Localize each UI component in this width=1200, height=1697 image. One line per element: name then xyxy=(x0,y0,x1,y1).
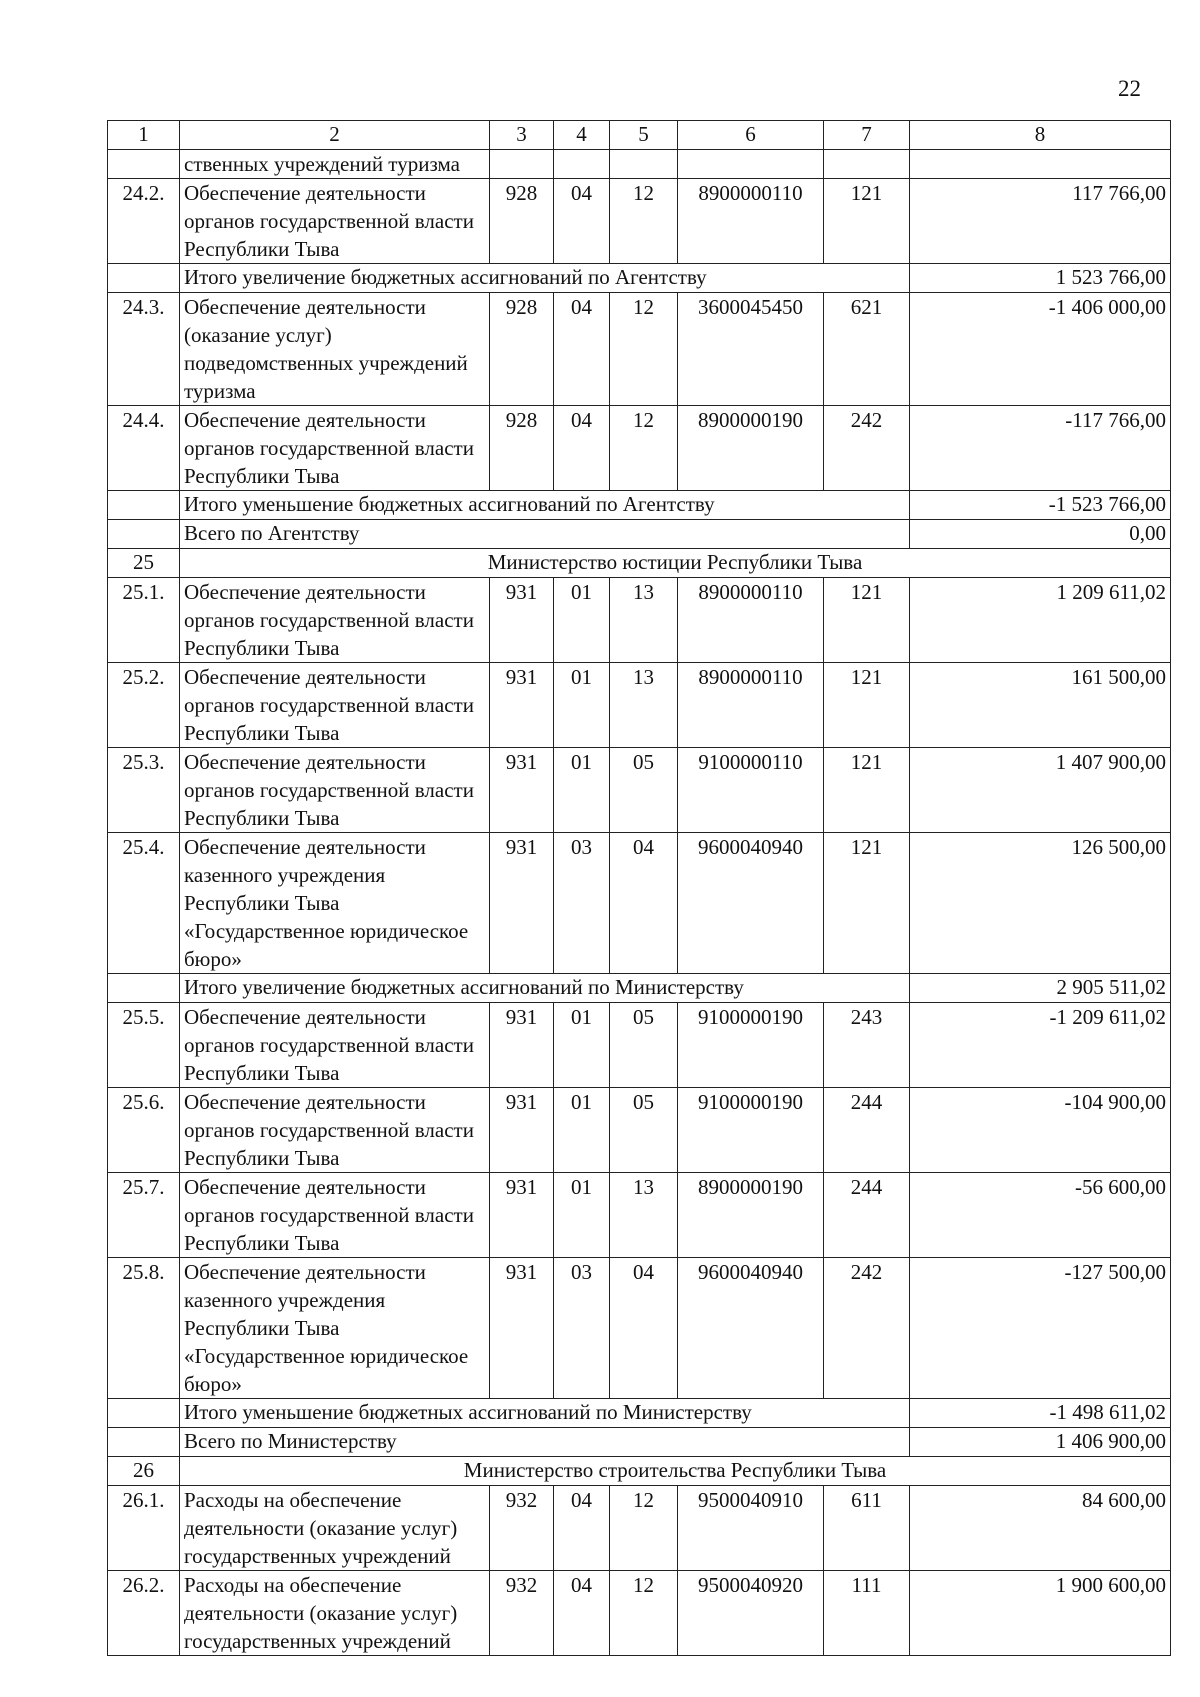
total-amount-cell: 1 523 766,00 xyxy=(910,264,1171,293)
table-row xyxy=(108,748,1171,833)
empty-number-cell xyxy=(108,974,180,1003)
expense-name-cell: Обеспечение деятельности органов государственной власти Республики Тыва xyxy=(180,179,490,264)
ministry-code-cell: 931 xyxy=(490,663,554,748)
subsection-code-cell: 12 xyxy=(610,179,678,264)
ministry-code-cell: 931 xyxy=(490,1088,554,1173)
row-number-cell: 24.3. xyxy=(108,293,180,406)
table-row xyxy=(108,150,1171,179)
subsection-code-cell: 05 xyxy=(610,1088,678,1173)
table-row xyxy=(108,1088,1171,1173)
total-label-cell: Итого уменьшение бюджетных ассигнований по Агентству xyxy=(180,491,910,520)
ministry-code-cell: 928 xyxy=(490,179,554,264)
subsection-code-cell: 13 xyxy=(610,1173,678,1258)
ministry-code-cell: 931 xyxy=(490,833,554,974)
total-row xyxy=(108,1428,1171,1457)
section-code-cell: 03 xyxy=(554,1258,610,1399)
target-article-cell: 9100000190 xyxy=(678,1088,824,1173)
amount-cell: 126 500,00 xyxy=(910,833,1171,974)
header-cell: 1 xyxy=(108,121,180,150)
amount-cell: 1 407 900,00 xyxy=(910,748,1171,833)
row-number-cell: 26.1. xyxy=(108,1486,180,1571)
total-row xyxy=(108,264,1171,293)
amount-cell: 161 500,00 xyxy=(910,663,1171,748)
expense-name-cell: Обеспечение деятельности казенного учреждения Республики Тыва «Государственное юридическое бюро» xyxy=(180,1258,490,1399)
expense-name-cell: Обеспечение деятельности органов государственной власти Республики Тыва xyxy=(180,578,490,663)
section-code-cell: 01 xyxy=(554,663,610,748)
amount-cell: -127 500,00 xyxy=(910,1258,1171,1399)
section-code-cell: 01 xyxy=(554,1088,610,1173)
table-row xyxy=(108,1571,1171,1656)
target-article-cell: 9600040940 xyxy=(678,1258,824,1399)
subsection-code-cell: 12 xyxy=(610,1571,678,1656)
total-row xyxy=(108,1399,1171,1428)
expense-name-cell: Обеспечение деятельности органов государственной власти Республики Тыва xyxy=(180,406,490,491)
total-label-cell: Всего по Министерству xyxy=(180,1428,910,1457)
expense-type-cell: 611 xyxy=(824,1486,910,1571)
target-article-cell: 8900000190 xyxy=(678,406,824,491)
row-number-cell: 25.2. xyxy=(108,663,180,748)
row-number-cell: 25.4. xyxy=(108,833,180,974)
ministry-code-cell: 932 xyxy=(490,1486,554,1571)
budget-allocation-table xyxy=(107,120,1171,1656)
subsection-code-cell: 13 xyxy=(610,663,678,748)
section-code-cell: 04 xyxy=(554,179,610,264)
row-number-cell: 25.1. xyxy=(108,578,180,663)
target-article-cell: 8900000110 xyxy=(678,663,824,748)
row-number-cell: 25.7. xyxy=(108,1173,180,1258)
section-code-cell: 04 xyxy=(554,1486,610,1571)
expense-name-cell: Обеспечение деятельности органов государственной власти Республики Тыва xyxy=(180,1003,490,1088)
total-label-cell: Итого увеличение бюджетных ассигнований по Агентству xyxy=(180,264,910,293)
ministry-code-cell xyxy=(490,150,554,179)
page-number: 22 xyxy=(1118,76,1141,101)
expense-name-cell: Обеспечение деятельности органов государственной власти Республики Тыва xyxy=(180,1173,490,1258)
total-amount-cell: 0,00 xyxy=(910,520,1171,549)
header-cell: 8 xyxy=(910,121,1171,150)
section-code-cell: 03 xyxy=(554,833,610,974)
section-row xyxy=(108,549,1171,578)
total-label-cell: Всего по Агентству xyxy=(180,520,910,549)
ministry-code-cell: 932 xyxy=(490,1571,554,1656)
total-label-cell: Итого уменьшение бюджетных ассигнований по Министерству xyxy=(180,1399,910,1428)
target-article-cell: 8900000110 xyxy=(678,578,824,663)
expense-type-cell: 121 xyxy=(824,179,910,264)
expense-name-cell: ственных учреждений туризма xyxy=(180,150,490,179)
expense-type-cell: 244 xyxy=(824,1088,910,1173)
target-article-cell: 9100000110 xyxy=(678,748,824,833)
table-header-row xyxy=(108,121,1171,150)
table-row xyxy=(108,1258,1171,1399)
section-code-cell: 01 xyxy=(554,578,610,663)
expense-type-cell: 121 xyxy=(824,748,910,833)
target-article-cell: 3600045450 xyxy=(678,293,824,406)
row-number-cell: 24.4. xyxy=(108,406,180,491)
header-cell: 5 xyxy=(610,121,678,150)
empty-number-cell xyxy=(108,520,180,549)
ministry-code-cell: 928 xyxy=(490,293,554,406)
ministry-code-cell: 931 xyxy=(490,748,554,833)
expense-type-cell: 242 xyxy=(824,406,910,491)
table-row xyxy=(108,663,1171,748)
ministry-code-cell: 931 xyxy=(490,578,554,663)
table-row xyxy=(108,1486,1171,1571)
row-number-cell xyxy=(108,150,180,179)
amount-cell: 1 209 611,02 xyxy=(910,578,1171,663)
expense-name-cell: Расходы на обеспечение деятельности (оказание услуг) государственных учреждений xyxy=(180,1486,490,1571)
table-row xyxy=(108,1173,1171,1258)
expense-name-cell: Обеспечение деятельности казенного учреждения Республики Тыва «Государственное юридическое бюро» xyxy=(180,833,490,974)
section-number-cell: 25 xyxy=(108,549,180,578)
ministry-code-cell: 931 xyxy=(490,1258,554,1399)
total-amount-cell: 2 905 511,02 xyxy=(910,974,1171,1003)
table-row xyxy=(108,578,1171,663)
amount-cell: 117 766,00 xyxy=(910,179,1171,264)
empty-number-cell xyxy=(108,491,180,520)
empty-number-cell xyxy=(108,264,180,293)
subsection-code-cell: 13 xyxy=(610,578,678,663)
total-row xyxy=(108,520,1171,549)
section-code-cell xyxy=(554,150,610,179)
header-cell: 4 xyxy=(554,121,610,150)
target-article-cell xyxy=(678,150,824,179)
table-row xyxy=(108,833,1171,974)
section-code-cell: 01 xyxy=(554,748,610,833)
row-number-cell: 25.3. xyxy=(108,748,180,833)
section-title-cell: Министерство строительства Республики Тыва xyxy=(180,1457,1171,1486)
section-title-cell: Министерство юстиции Республики Тыва xyxy=(180,549,1171,578)
subsection-code-cell: 12 xyxy=(610,1486,678,1571)
target-article-cell: 9500040920 xyxy=(678,1571,824,1656)
subsection-code-cell: 12 xyxy=(610,293,678,406)
expense-type-cell: 121 xyxy=(824,833,910,974)
table-row xyxy=(108,406,1171,491)
row-number-cell: 25.6. xyxy=(108,1088,180,1173)
section-code-cell: 01 xyxy=(554,1003,610,1088)
header-cell: 3 xyxy=(490,121,554,150)
target-article-cell: 8900000190 xyxy=(678,1173,824,1258)
total-amount-cell: -1 498 611,02 xyxy=(910,1399,1171,1428)
amount-cell: -56 600,00 xyxy=(910,1173,1171,1258)
header-cell: 6 xyxy=(678,121,824,150)
row-number-cell: 25.5. xyxy=(108,1003,180,1088)
expense-type-cell: 621 xyxy=(824,293,910,406)
amount-cell: -1 406 000,00 xyxy=(910,293,1171,406)
expense-type-cell: 243 xyxy=(824,1003,910,1088)
subsection-code-cell: 12 xyxy=(610,406,678,491)
expense-type-cell: 111 xyxy=(824,1571,910,1656)
expense-name-cell: Расходы на обеспечение деятельности (оказание услуг) государственных учреждений xyxy=(180,1571,490,1656)
row-number-cell: 26.2. xyxy=(108,1571,180,1656)
section-code-cell: 01 xyxy=(554,1173,610,1258)
total-amount-cell: 1 406 900,00 xyxy=(910,1428,1171,1457)
table-row xyxy=(108,293,1171,406)
section-code-cell: 04 xyxy=(554,293,610,406)
total-amount-cell: -1 523 766,00 xyxy=(910,491,1171,520)
section-code-cell: 04 xyxy=(554,406,610,491)
header-cell: 2 xyxy=(180,121,490,150)
table-row xyxy=(108,1003,1171,1088)
ministry-code-cell: 931 xyxy=(490,1173,554,1258)
subsection-code-cell: 04 xyxy=(610,833,678,974)
expense-name-cell: Обеспечение деятельности органов государственной власти Республики Тыва xyxy=(180,663,490,748)
target-article-cell: 8900000110 xyxy=(678,179,824,264)
expense-name-cell: Обеспечение деятельности органов государственной власти Республики Тыва xyxy=(180,1088,490,1173)
amount-cell: 1 900 600,00 xyxy=(910,1571,1171,1656)
subsection-code-cell: 05 xyxy=(610,748,678,833)
target-article-cell: 9100000190 xyxy=(678,1003,824,1088)
amount-cell xyxy=(910,150,1171,179)
expense-name-cell: Обеспечение деятельности (оказание услуг) подведомственных учреждений туризма xyxy=(180,293,490,406)
empty-number-cell xyxy=(108,1399,180,1428)
subsection-code-cell xyxy=(610,150,678,179)
expense-type-cell: 121 xyxy=(824,663,910,748)
target-article-cell: 9500040910 xyxy=(678,1486,824,1571)
expense-type-cell: 121 xyxy=(824,578,910,663)
ministry-code-cell: 928 xyxy=(490,406,554,491)
ministry-code-cell: 931 xyxy=(490,1003,554,1088)
expense-type-cell xyxy=(824,150,910,179)
empty-number-cell xyxy=(108,1428,180,1457)
amount-cell: -117 766,00 xyxy=(910,406,1171,491)
expense-type-cell: 244 xyxy=(824,1173,910,1258)
total-label-cell: Итого увеличение бюджетных ассигнований по Министерству xyxy=(180,974,910,1003)
section-code-cell: 04 xyxy=(554,1571,610,1656)
row-number-cell: 25.8. xyxy=(108,1258,180,1399)
target-article-cell: 9600040940 xyxy=(678,833,824,974)
table-row xyxy=(108,179,1171,264)
amount-cell: -1 209 611,02 xyxy=(910,1003,1171,1088)
expense-name-cell: Обеспечение деятельности органов государственной власти Республики Тыва xyxy=(180,748,490,833)
header-cell: 7 xyxy=(824,121,910,150)
amount-cell: 84 600,00 xyxy=(910,1486,1171,1571)
section-row xyxy=(108,1457,1171,1486)
subsection-code-cell: 05 xyxy=(610,1003,678,1088)
total-row xyxy=(108,974,1171,1003)
total-row xyxy=(108,491,1171,520)
amount-cell: -104 900,00 xyxy=(910,1088,1171,1173)
expense-type-cell: 242 xyxy=(824,1258,910,1399)
row-number-cell: 24.2. xyxy=(108,179,180,264)
subsection-code-cell: 04 xyxy=(610,1258,678,1399)
section-number-cell: 26 xyxy=(108,1457,180,1486)
